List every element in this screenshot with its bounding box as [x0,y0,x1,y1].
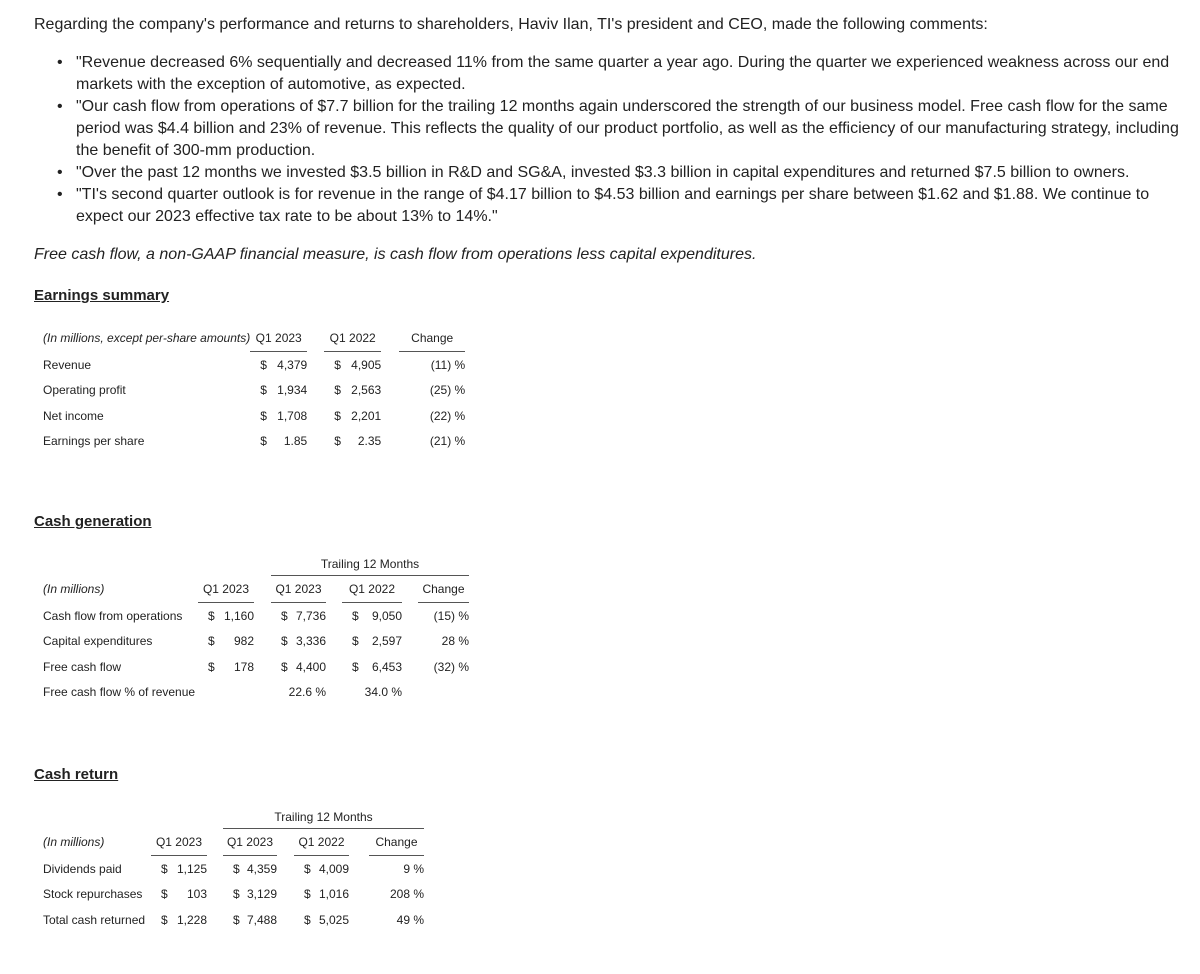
column-header: Q1 2022 [324,325,381,352]
row-label: Total cash returned [43,912,146,927]
change-cell: 9 % [403,861,424,876]
value-cell: 7,736 [295,608,326,623]
units-label: (In millions, except per-share amounts) [43,331,251,346]
table-header-row [34,325,465,352]
row-label: Earnings per share [43,434,145,449]
dollar-sign: $ [334,408,341,423]
value-cell: 7,488 [246,912,277,927]
change-cell: 28 % [441,634,469,649]
trailing-header-row [34,806,424,829]
dollar-sign: $ [334,434,341,449]
table-row [34,654,469,680]
column-header: Change [418,576,469,603]
dollar-sign: $ [233,861,240,876]
column-header: Q1 2023 [271,576,326,603]
value-cell: 1,708 [277,408,308,423]
value-cell: 103 [186,887,207,902]
cash-return-table [34,806,424,933]
dollar-sign: $ [161,861,168,876]
cash-generation-heading[interactable]: Cash generation [34,513,152,530]
units-label: (In millions) [43,582,105,596]
value-cell: 9,050 [371,608,402,623]
value-cell: 2,597 [371,634,402,649]
earnings-summary-heading[interactable]: Earnings summary [34,287,170,304]
comment-item: • "TI's second quarter outlook is for revenue in the range of $4.17 billion to $4.53 billion and earnings per share between $1.62 and $1.88. We continue to expect our 2023 effective tax rate to be about 13% to 14%." [34,184,1184,228]
change-cell: 49 % [396,912,424,927]
dollar-sign: $ [352,608,359,623]
dollar-sign: $ [233,887,240,902]
earnings-summary-table [34,325,465,454]
table-row [34,603,469,629]
dollar-sign: $ [334,383,341,398]
value-cell: 178 [233,659,254,674]
dollar-sign: $ [260,383,267,398]
intro-paragraph: Regarding the company's performance and returns to shareholders, Haviv Ilan, TI's president and CEO, made the following comments: [34,16,988,33]
value-cell: 2,563 [351,383,382,398]
comment-item: • "Our cash flow from operations of $7.7 billion for the trailing 12 months again underscored the strength of our business model. Free cash flow for the same period was $4.4 billion and 23% of revenue. This reflects the quality of our product portfolio, as well as the efficiency of our manufacturing strategy, including the benefit of 300-mm production. [34,96,1184,162]
dollar-sign: $ [304,887,311,902]
row-label: Dividends paid [43,861,122,876]
column-header: Q1 2023 [223,829,277,856]
value-cell: 3,336 [295,634,326,649]
row-label: Cash flow from operations [43,608,183,623]
table-row [34,629,469,655]
value-cell: 4,400 [295,659,326,674]
cash-generation-table [34,553,469,705]
dollar-sign: $ [161,887,168,902]
dollar-sign: $ [281,659,288,674]
change-cell: (32) % [433,659,469,674]
value-cell: 3,129 [246,887,277,902]
value-cell: 6,453 [371,659,402,674]
change-cell: 208 % [389,887,424,902]
table-row [34,403,465,429]
table-row [34,882,424,908]
value-cell: 1,160 [223,608,254,623]
value-cell: 4,359 [246,861,277,876]
dollar-sign: $ [208,608,215,623]
dollar-sign: $ [260,357,267,372]
table-header-row [34,829,424,856]
value-cell: 2,201 [351,408,382,423]
comment-item: • "Revenue decreased 6% sequentially and decreased 11% from the same quarter a year ago. During the quarter we experienced weakness across our end markets with the exception of automotive, as expected. [34,52,1184,96]
change-cell: (25) % [429,383,466,398]
dollar-sign: $ [208,659,215,674]
value-cell: 4,905 [351,357,382,372]
row-label: Net income [43,408,104,423]
table-row [34,680,469,706]
change-cell: (15) % [433,608,469,623]
column-header: Q1 2022 [342,576,402,603]
change-cell: (11) % [430,357,466,372]
value-cell: 5,025 [318,912,349,927]
table-row [34,429,465,455]
row-label: Operating profit [43,383,126,398]
units-label: (In millions) [43,835,105,849]
dollar-sign: $ [233,912,240,927]
value-cell: 1,934 [277,383,308,398]
value-cell: 1,125 [176,861,207,876]
dollar-sign: $ [281,634,288,649]
column-header: Change [399,325,465,352]
value-cell: 1,016 [318,887,349,902]
dollar-sign: $ [334,357,341,372]
column-header: Q1 2022 [294,829,349,856]
row-label: Free cash flow [43,659,122,674]
value-cell: 1,228 [176,912,207,927]
table-row [34,856,424,882]
column-header: Q1 2023 [198,576,254,603]
dollar-sign: $ [208,634,215,649]
dollar-sign: $ [352,634,359,649]
dollar-sign: $ [352,659,359,674]
row-label: Free cash flow % of revenue [43,685,196,700]
comment-item: • "Over the past 12 months we invested $3.5 billion in R&D and SG&A, invested $3.3 billion in capital expenditures and returned $7.5 billion to owners. [34,162,1184,184]
dollar-sign: $ [260,434,267,449]
trailing-header-row [34,553,469,576]
row-label: Stock repurchases [43,887,143,902]
table-row [34,378,465,404]
dollar-sign: $ [281,608,288,623]
dollar-sign: $ [260,408,267,423]
value-cell: 4,009 [318,861,349,876]
cash-return-heading[interactable]: Cash return [34,766,119,783]
value-cell: 1.85 [283,434,308,449]
dollar-sign: $ [161,912,168,927]
ceo-comments-list [34,52,1184,228]
trailing-12-months-label: Trailing 12 Months [223,806,424,829]
value-cell: 2.35 [357,434,382,449]
column-header: Q1 2023 [151,829,207,856]
value-cell: 982 [233,634,254,649]
change-cell: (21) % [429,434,466,449]
value-cell: 34.0 % [364,685,402,700]
column-header: Q1 2023 [250,325,307,352]
table-header-row [34,576,469,603]
row-label: Capital expenditures [43,634,153,649]
fcf-note: Free cash flow, a non-GAAP financial measure, is cash flow from operations less capital expenditures. [34,246,757,263]
change-cell: (22) % [429,408,466,423]
dollar-sign: $ [304,912,311,927]
column-header: Change [369,829,424,856]
trailing-12-months-label: Trailing 12 Months [271,553,469,576]
value-cell: 22.6 % [288,685,326,700]
table-row [34,352,465,378]
row-label: Revenue [43,357,92,372]
value-cell: 4,379 [277,357,308,372]
dollar-sign: $ [304,861,311,876]
table-row [34,907,424,933]
